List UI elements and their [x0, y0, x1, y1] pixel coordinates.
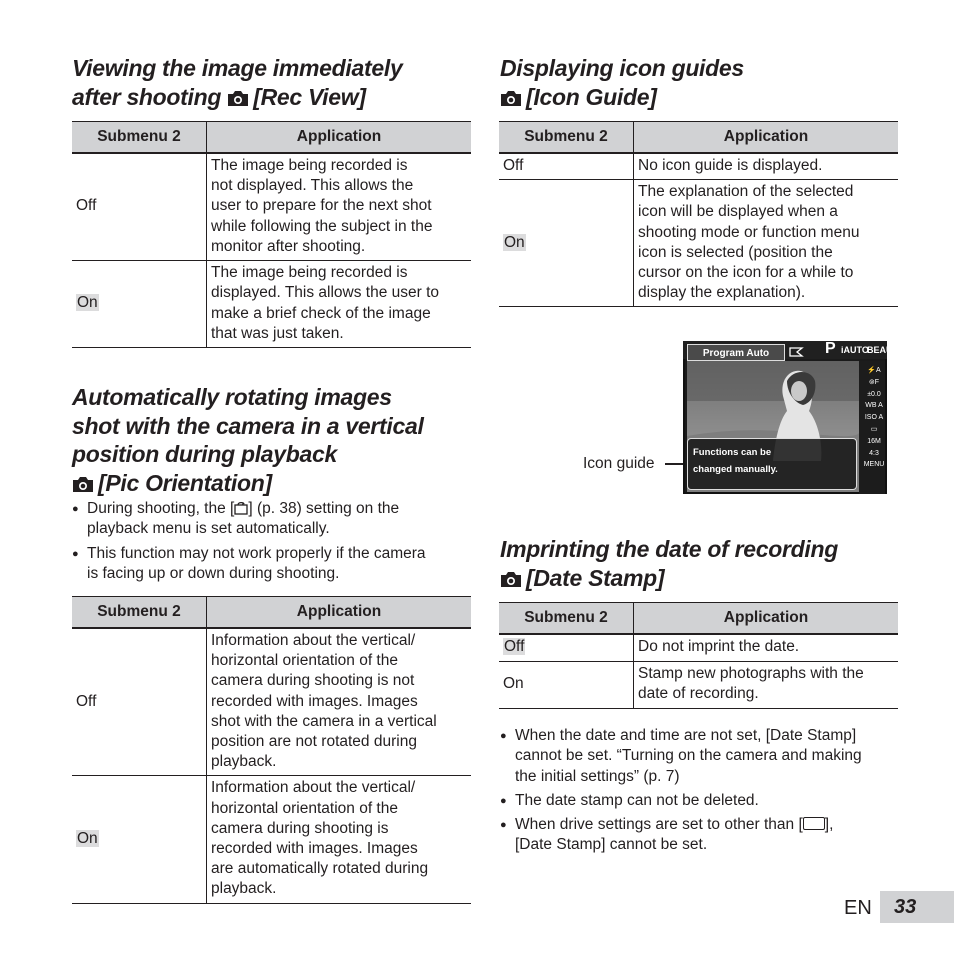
col-submenu: Submenu 2: [72, 122, 207, 154]
aspect-4-3-icon: 4:3: [869, 449, 879, 457]
camera-lcd-screen: [683, 340, 893, 494]
pic-orientation-bullet-2: ● This function may not work properly if the camera is facing up or down during shooting.: [72, 544, 482, 585]
date-stamp-bullet-2: ● The date stamp can not be deleted.: [500, 791, 915, 811]
pic-orientation-bullet-1: ● During shooting, the [ ] (p. 38) setting on the playback menu is set automatically.: [72, 499, 482, 540]
table-row: Off The image being recorded is not displayed. This allows the user to prepare for the next shot while following the subject in the monitor after shooting.: [72, 153, 471, 261]
menu-icon: MENU: [863, 461, 885, 469]
iso-auto-icon: ISO A: [864, 414, 884, 422]
pic-orientation-table: Submenu 2 Application Off Information about the vertical/ horizontal orientation of the camera during shooting is not recorded with images. Images shot with the camera in a vertical position are not rotated during playback. On Information about the vertical/ horizontal orientation of the camera during shooting is recorded with images. Images are automatically rotated during playback.: [72, 596, 471, 904]
col-application: Application: [207, 122, 472, 154]
mode-label: Program Auto: [687, 344, 785, 361]
mode-letter: P: [825, 340, 836, 357]
page-number: 33: [880, 891, 954, 923]
table-row: Off Information about the vertical/ horizontal orientation of the camera during shooting is not recorded with images. Images shot with the camera in a vertical position are not rotated during playback.: [72, 628, 471, 776]
camera-icon: [500, 571, 522, 588]
date-stamp-title: Imprinting the date of recording [Date Stamp]: [500, 536, 838, 591]
date-stamp-bullet-1: ● When the date and time are not set, [Date Stamp] cannot be set. “Turning on the camera and making the initial settings” (p. 7): [500, 726, 915, 787]
table-row: Off Do not imprint the date.: [499, 634, 898, 661]
camera-icon: [72, 476, 94, 493]
flag-icon: [789, 347, 803, 357]
single-drive-icon: [803, 817, 825, 830]
table-row: On Stamp new photographs with the date of recording.: [499, 661, 898, 708]
icon-guide-callout-label: Icon guide: [583, 455, 655, 472]
rec-view-table: [72, 121, 471, 348]
language-label: EN: [844, 897, 872, 919]
rec-view-title: Viewing the image immediately after shooting [Rec View]: [72, 55, 403, 110]
iauto-icon: iAUTO: [841, 345, 869, 355]
table-row: Off No icon guide is displayed.: [499, 153, 898, 180]
date-stamp-table: Submenu 2 Application Off Do not imprint the date. On Stamp new photographs with the date of recording.: [499, 602, 898, 709]
table-row: On The image being recorded is displayed. This allows the user to make a brief check of the image that was just taken.: [72, 261, 471, 348]
rotate-icon: [234, 501, 248, 515]
camera-icon: [227, 90, 249, 107]
icon-guide-popup: Functions can be changed manually.: [687, 438, 857, 490]
date-stamp-bullet-3: ● When drive settings are set to other than [ ], [Date Stamp] cannot be set.: [500, 815, 915, 856]
pic-orientation-title: Automatically rotating images shot with the camera in a vertical position during playback [Pic Orientation]: [72, 384, 424, 496]
table-row: On Information about the vertical/ horizontal orientation of the camera during shooting is recorded with images. Images are automatically rotated during playback.: [72, 776, 471, 903]
size-16m-icon: 16M: [867, 437, 881, 445]
lcd-side-icons: [863, 365, 885, 471]
drive-icon: ▭: [870, 425, 878, 433]
exposure-value: ±0.0: [867, 390, 881, 398]
beauty-icon: BEAU: [867, 345, 893, 355]
icon-guide-table: Submenu 2 Application Off No icon guide is displayed. On The explanation of the selected icon will be displayed when a shooting mode or function menu icon is selected (position the cursor on the icon for a while to display the explanation).: [499, 121, 898, 307]
camera-icon: [500, 90, 522, 107]
af-icon: ⊚F: [868, 378, 880, 386]
wb-auto-icon: WB A: [865, 402, 883, 410]
table-row: On The explanation of the selected icon will be displayed when a shooting mode or function menu icon is selected (position the cursor on the icon for a while to display the explanation).: [499, 180, 898, 307]
flash-auto-icon: ⚡A: [867, 367, 881, 374]
icon-guide-title: Displaying icon guides [Icon Guide]: [500, 55, 744, 110]
